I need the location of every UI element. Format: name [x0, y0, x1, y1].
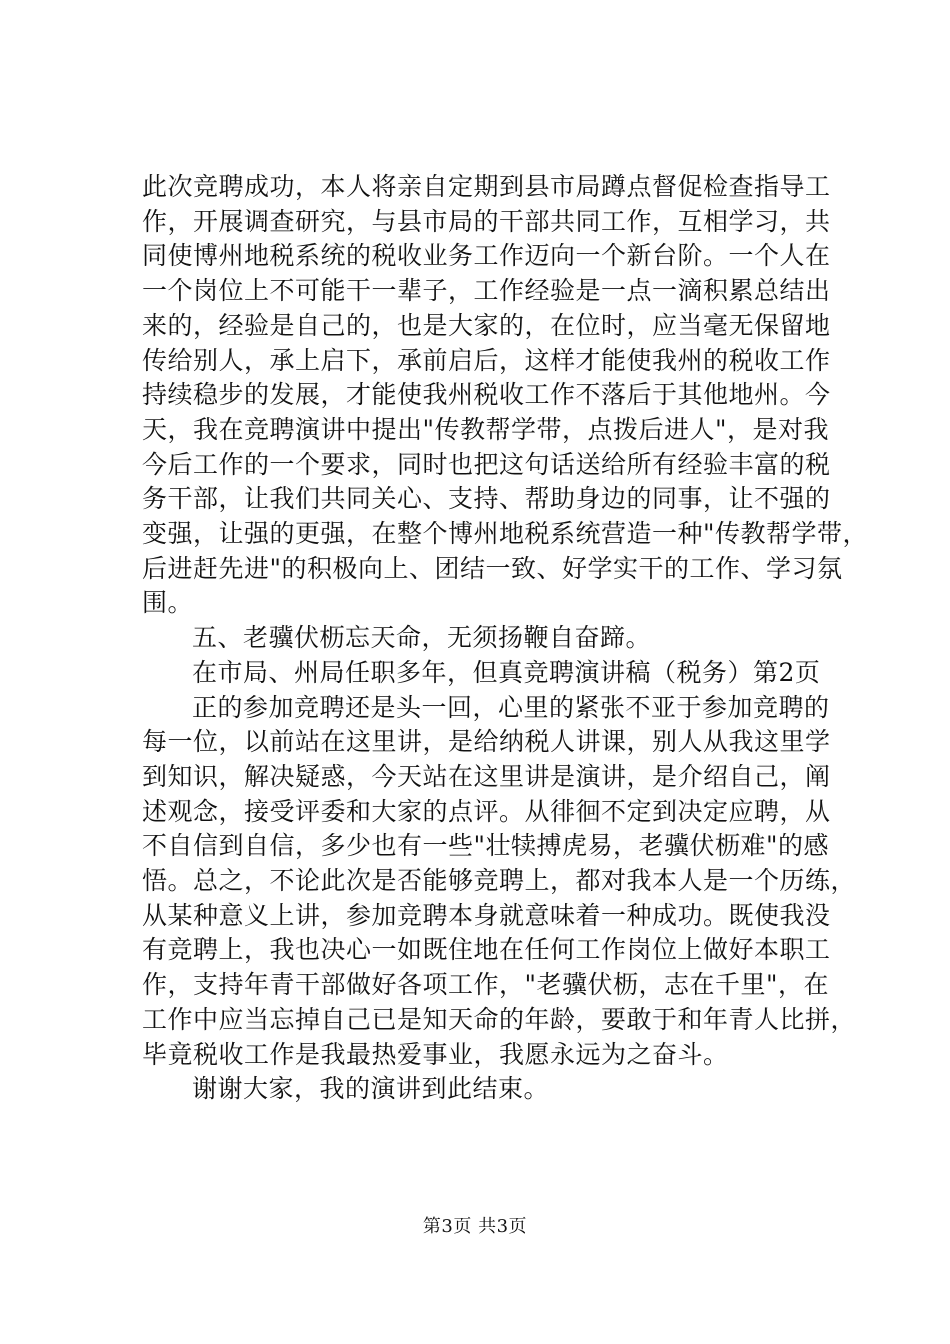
text-line: 到知识，解决疑惑，今天站在这里讲是演讲，是介绍自己，阐 [142, 761, 831, 791]
text-line: 作，开展调查研究，与县市局的干部共同工作，互相学习，共 [142, 206, 831, 236]
text-line: 在市局、州局任职多年，但真竞聘演讲稿（税务）第2页 [192, 657, 821, 687]
section-heading: 五、老骥伏枥忘天命，无须扬鞭自奋蹄。 [192, 623, 652, 653]
text-line: 述观念，接受评委和大家的点评。从徘徊不定到决定应聘，从 [142, 796, 831, 826]
text-line: 作，支持年青干部做好各项工作，"老骥伏枥，志在千里"，在 [142, 970, 830, 1000]
text-line: 今后工作的一个要求，同时也把这句话送给所有经验丰富的税 [142, 449, 831, 479]
text-line: 此次竞聘成功，本人将亲自定期到县市局蹲点督促检查指导工 [142, 172, 831, 201]
text-line: 一个岗位上不可能干一辈子，工作经验是一点一滴积累总结出 [142, 276, 831, 306]
text-line: 毕竟税收工作是我最热爱事业，我愿永远为之奋斗。 [142, 1039, 729, 1069]
text-line: 天，我在竞聘演讲中提出"传教帮学带，点拨后进人"，是对我 [142, 414, 830, 444]
page-footer [0, 1216, 950, 1238]
text-line: 持续稳步的发展，才能使我州税收工作不落后于其他地州。今 [142, 380, 831, 410]
text-line: 后进赶先进"的积极向上、团结一致、好学实干的工作、学习氛 [142, 553, 843, 583]
text-line: 同使博州地税系统的税收业务工作迈向一个新台阶。一个人在 [142, 241, 831, 271]
text-line: 围。 [142, 588, 194, 618]
closing-line: 谢谢大家，我的演讲到此结束。 [192, 1074, 550, 1104]
document-body [142, 170, 869, 1107]
text-line: 有竞聘上，我也决心一如既住地在任何工作岗位上做好本职工 [142, 935, 831, 965]
text-line: 每一位，以前站在这里讲，是给纳税人讲课，别人从我这里学 [142, 727, 831, 757]
text-line: 从某种意义上讲，参加竞聘本身就意味着一种成功。既使我没 [142, 900, 831, 930]
text-line: 务干部，让我们共同关心、支持、帮助身边的同事，让不强的 [142, 484, 831, 514]
text-line: 来的，经验是自己的，也是大家的，在位时，应当毫无保留地 [142, 310, 831, 340]
text-line: 悟。总之，不论此次是否能够竞聘上，都对我本人是一个历练， [142, 866, 857, 896]
text-line: 变强，让强的更强，在整个博州地税系统营造一种"传教帮学带， [142, 519, 869, 549]
text-line: 不自信到自信，多少也有一些"壮犊搏虎易，老骥伏枥难"的感 [142, 831, 830, 861]
text-line: 正的参加竞聘还是头一回，心里的紧张不亚于参加竞聘的 [192, 692, 830, 722]
page-number-label: 第3页 共3页 [422, 1216, 528, 1237]
text-line: 工作中应当忘掉自己已是知天命的年龄，要敢于和年青人比拼， [142, 1004, 857, 1034]
text-line: 传给别人，承上启下，承前启后，这样才能使我州的税收工作 [142, 345, 831, 375]
